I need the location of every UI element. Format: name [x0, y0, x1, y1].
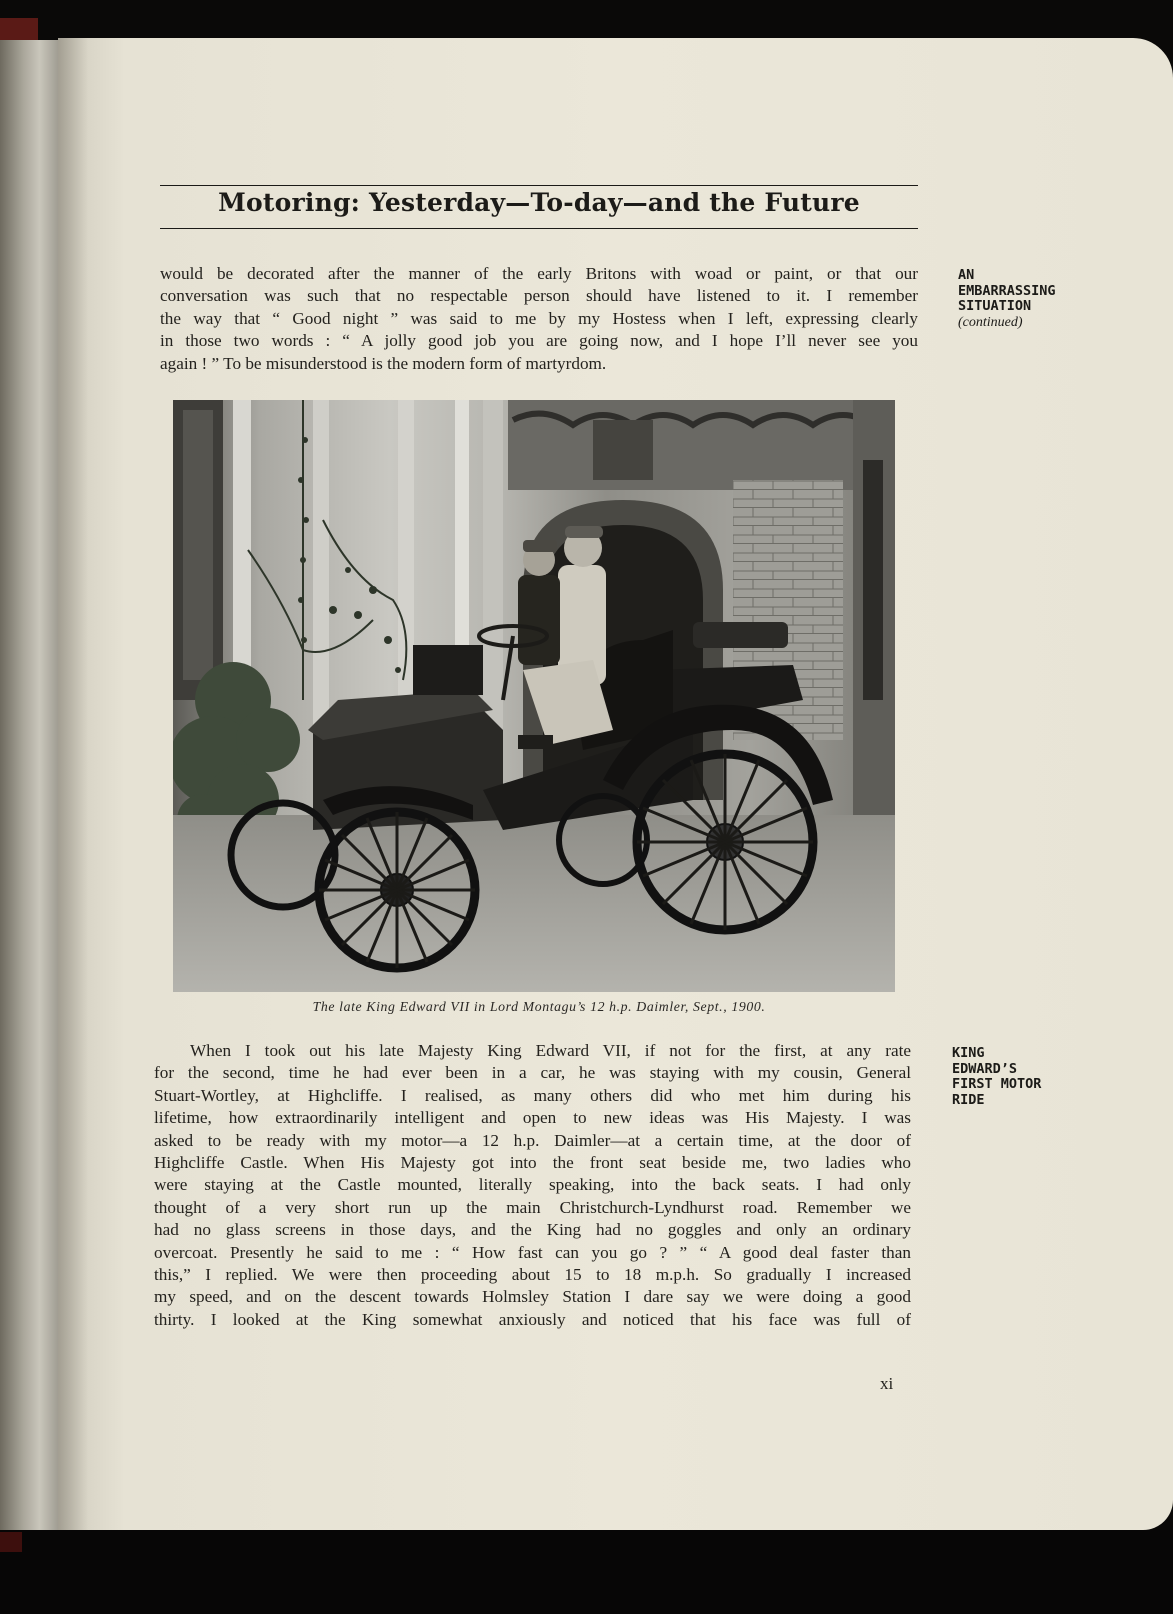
paragraph-2-line: thirty. I looked at the King somewhat anxiously and noticed that his face was full of: [154, 1309, 911, 1329]
photo-car-illustration: [173, 400, 895, 992]
paragraph-1-line: in those two words : “ A jolly good job you are going now, and I hope I’ll never see you: [160, 331, 918, 351]
paragraph-1-line: conversation was such that no respectable person should have listened to it. I remember: [160, 286, 918, 306]
paragraph-1-line: the way that “ Good night ” was said to me by my Hostess when I left, expressing clearly: [160, 308, 918, 328]
paragraph-2-line: overcoat. Presently he said to me : “ How fast can you go ? ” “ A good deal faster than: [154, 1242, 911, 1262]
paragraph-2-line: this,” I replied. We were then proceeding about 15 to 18 m.p.h. So gradually I increased: [154, 1265, 911, 1285]
margin-note-line: KING: [952, 1045, 985, 1061]
photo-caption: The late King Edward VII in Lord Montagu’s 12 h.p. Daimler, Sept., 1900.: [312, 999, 766, 1014]
margin-note-line: SITUATION: [958, 298, 1032, 314]
paragraph-2-line: my speed, and on the descent towards Holmsley Station I dare say we were doing a good: [154, 1287, 911, 1307]
title-rule-bottom: [160, 228, 918, 229]
title-rule-top: [160, 185, 918, 186]
paragraph-2-line: asked to be ready with my motor—a 12 h.p. Daimler—at a certain time, at the door of: [154, 1130, 911, 1150]
margin-note-line: EDWARD’S: [952, 1060, 1018, 1077]
paragraph-1: [160, 263, 918, 375]
paragraph-2-line: When I took out his late Majesty King Edward VII, if not for the first, at any rate: [190, 1041, 911, 1060]
paragraph-2-line: Highcliffe Castle. When His Majesty got into the front seat beside me, two ladies who: [154, 1153, 911, 1173]
historic-photograph: [173, 400, 895, 992]
margin-note-embarrassing-situation: [958, 268, 1056, 330]
page-gutter-shadow: [58, 38, 88, 1530]
paragraph-1-line: again ! ” To be misunderstood is the modern form of martyrdom.: [160, 353, 607, 373]
book-cover-corner: [0, 1532, 22, 1552]
paragraph-2-line: were staying at the Castle mounted, literally speaking, into the back seats. I had only: [154, 1175, 911, 1195]
paragraph-2: [154, 1040, 911, 1331]
margin-note-line: AN: [958, 267, 975, 283]
margin-note-line: FIRST MOTOR: [952, 1076, 1042, 1092]
paragraph-2-line: lifetime, how extraordinarily intelligent and open to new ideas was His Majesty. I was: [154, 1108, 911, 1128]
paragraph-2-line: Stuart-Wortley, at Highcliffe. I realised, as many others did who met him during his: [154, 1085, 911, 1105]
paragraph-2-line: had no glass screens in those days, and the King had no goggles and only an ordinary: [154, 1220, 911, 1240]
book-gutter: [0, 40, 66, 1530]
scan-bottom-edge: [0, 1530, 1173, 1614]
paragraph-1-line: would be decorated after the manner of the early Britons with woad or paint, or that our: [160, 264, 918, 283]
margin-note-line: RIDE: [952, 1091, 985, 1108]
paragraph-2-line: thought of a very short run up the main Christchurch-Lyndhurst road. Remember we: [154, 1197, 911, 1217]
margin-note-continued: (continued): [958, 314, 1023, 330]
margin-note-line: EMBARRASSING: [958, 282, 1056, 299]
book-cover-edge: [0, 18, 38, 42]
paragraph-2-line: for the second, time he had ever been in a car, he was staying with my cousin, General: [154, 1063, 911, 1083]
page-number: xi: [880, 1374, 894, 1393]
page-title: Motoring: Yesterday—To-day—and the Future: [218, 188, 860, 217]
margin-note-king-edward: [952, 1046, 1041, 1108]
